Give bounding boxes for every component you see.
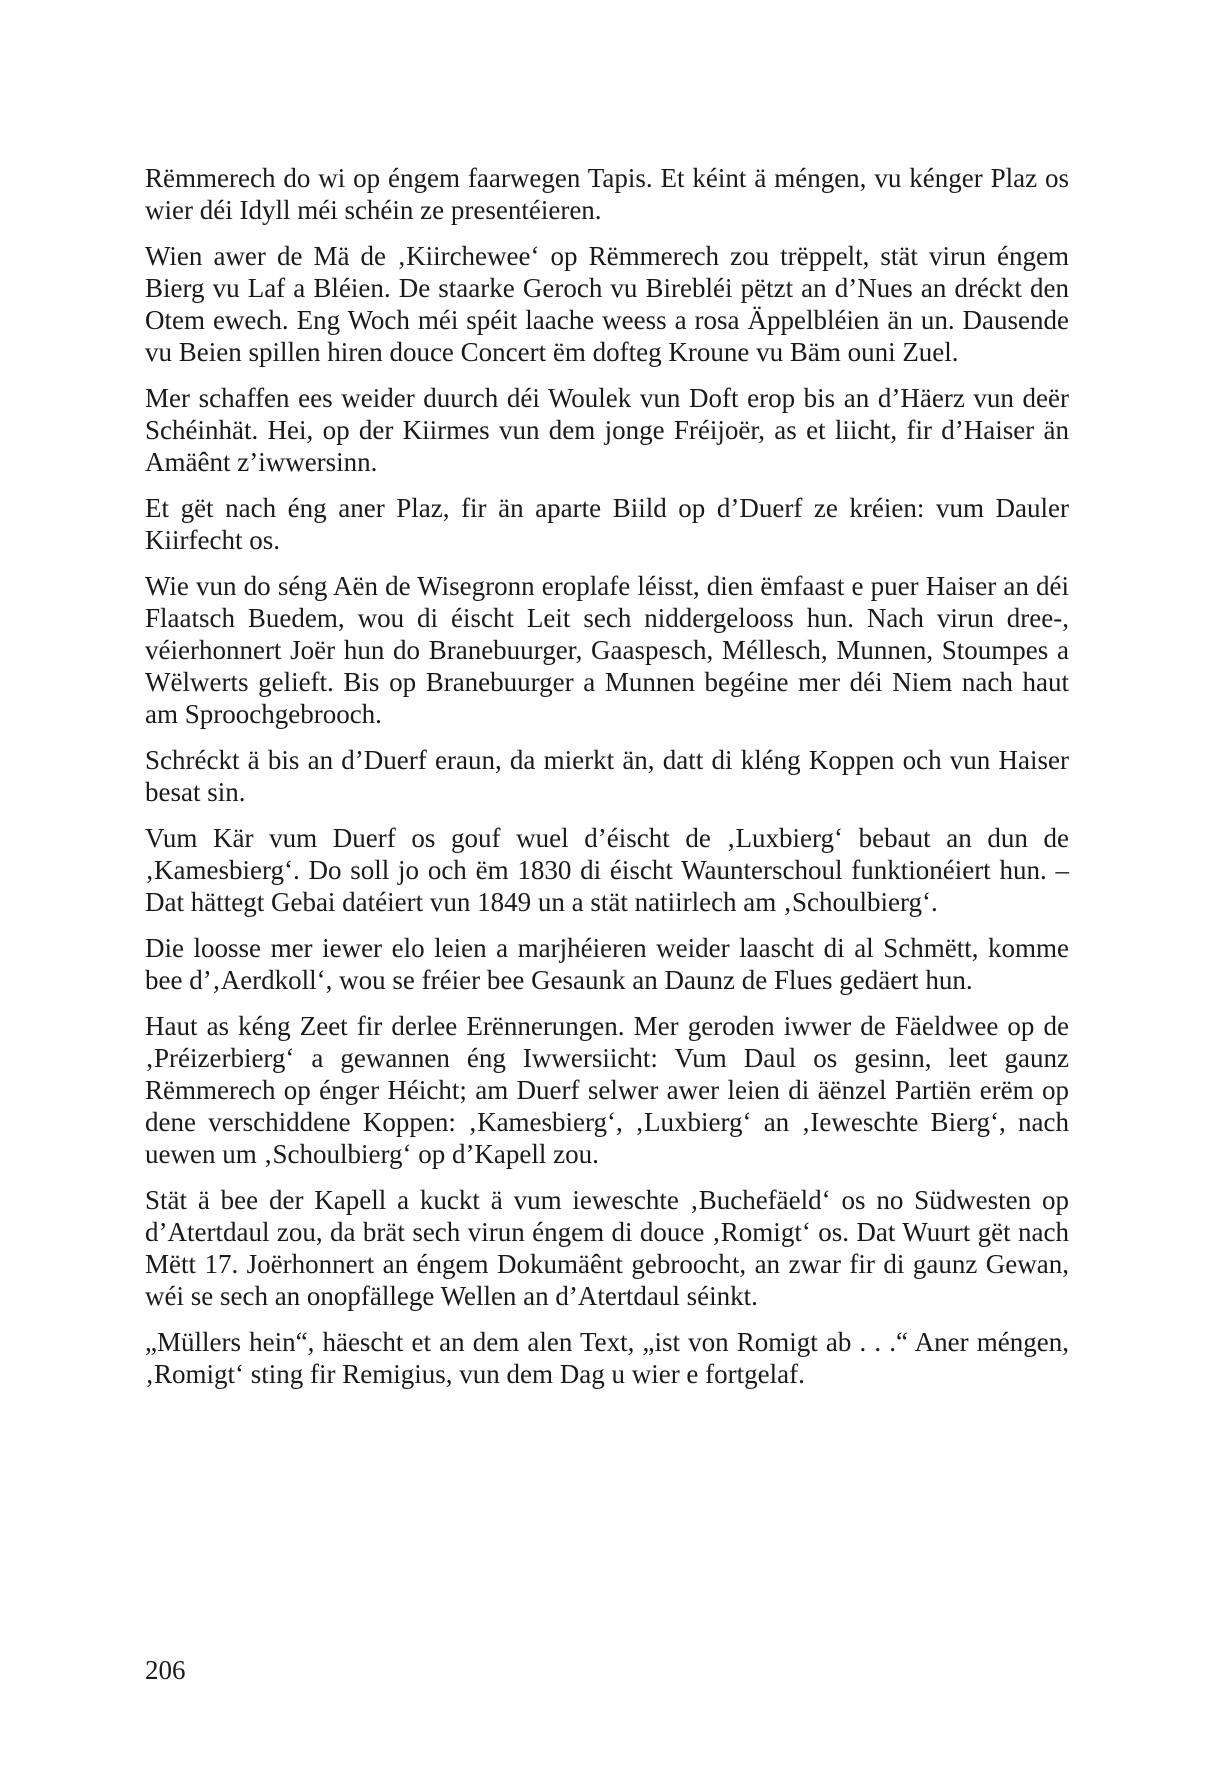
paragraph-8: Die loosse mer iewer elo leien a marjhéieren weider laascht di al Schmëtt, komme bee d’‚Aerdkoll‘, wou se fréier bee Gesaunk an Daunz de Flues gedäert hun. <box>145 933 1069 995</box>
paragraph-7: Vum Kär vum Duerf os gouf wuel d’éischt de ‚Luxbierg‘ bebaut an dun de ‚Kamesbierg‘. Do soll jo och ëm 1830 di éischt Waunterschoul funktionéiert hun. – Dat hättegt Gebai datéiert vun 1849 un a stät natiirlech am ‚Schoulbierg‘. <box>145 823 1069 917</box>
page-number: 206 <box>145 1655 186 1685</box>
paragraph-9: Haut as kéng Zeet fir derlee Erënnerungen. Mer geroden iwwer de Fäeldwee op de ‚Préizerbierg‘ a gewannen éng Iwwersiicht: Vum Daul os gesinn, leet gaunz Rëmmerech op énger Héicht; am Duerf selwer awer leien di äënzel Partiën erëm op dene verschiddene Koppen: ‚Kamesbierg‘, ‚Luxbierg‘ an ‚Ieweschte Bierg‘, nach uewen um ‚Schoulbierg‘ op d’Kapell zou. <box>145 1011 1069 1169</box>
paragraph-5: Wie vun do séng Aën de Wisegronn eroplafe léisst, dien ëmfaast e puer Haiser an déi Flaatsch Buedem, wou di éischt Leit sech niddergelooss hun. Nach virun dree-, véierhonnert Joër hun do Branebuurger, Gaaspesch, Méllesch, Munnen, Stoumpes a Wëlwerts gelieft. Bis op Branebuurger a Munnen begéine mer déi Niem nach haut am Sproochgebrooch. <box>145 571 1069 729</box>
body-text <box>145 162 1069 1404</box>
paragraph-10: Stät ä bee der Kapell a kuckt ä vum ieweschte ‚Buchefäeld‘ os no Südwesten op d’Atertdaul zou, da brät sech virun éngem di douce ‚Romigt‘ os. Dat Wuurt gët nach Mëtt 17. Joërhonnert an éngem Dokumäênt gebroocht, an zwar fir di gaunz Gewan, wéi se sech an onopfällege Wellen an d’Atertdaul séinkt. <box>145 1185 1069 1311</box>
paragraph-2: Wien awer de Mä de ‚Kiirchewee‘ op Rëmmerech zou trëppelt, stät virun éngem Bierg vu Laf a Bléien. De staarke Geroch vu Birebléi pëtzt an d’Nues an dréckt den Otem ewech. Eng Woch méi spéit laache weess a rosa Äppelbléien än un. Dausende vu Beien spillen hiren douce Concert ëm dofteg Kroune vu Bäm ouni Zuel. <box>145 241 1069 367</box>
paragraph-3: Mer schaffen ees weider duurch déi Woulek vun Doft erop bis an d’Häerz vun deër Schéinhät. Hei, op der Kiirmes vun dem jonge Fréijoër, as et liicht, fir d’Haiser än Amäênt z’iwwersinn. <box>145 383 1069 477</box>
paragraph-11: „Müllers hein“, häescht et an dem alen Text, „ist von Romigt ab . . .“ Aner méngen, ‚Romigt‘ sting fir Remigius, vun dem Dag u wier e fortgelaf. <box>145 1327 1069 1389</box>
paragraph-6: Schréckt ä bis an d’Duerf eraun, da mierkt än, datt di kléng Koppen och vun Haiser besat sin. <box>145 745 1069 807</box>
paragraph-4: Et gët nach éng aner Plaz, fir än aparte Biild op d’Duerf ze kréien: vum Dauler Kiirfecht os. <box>145 493 1069 555</box>
paragraph-1: Rëmmerech do wi op éngem faarwegen Tapis. Et kéint ä méngen, vu kénger Plaz os wier déi Idyll méi schéin ze presentéieren. <box>145 163 1069 225</box>
